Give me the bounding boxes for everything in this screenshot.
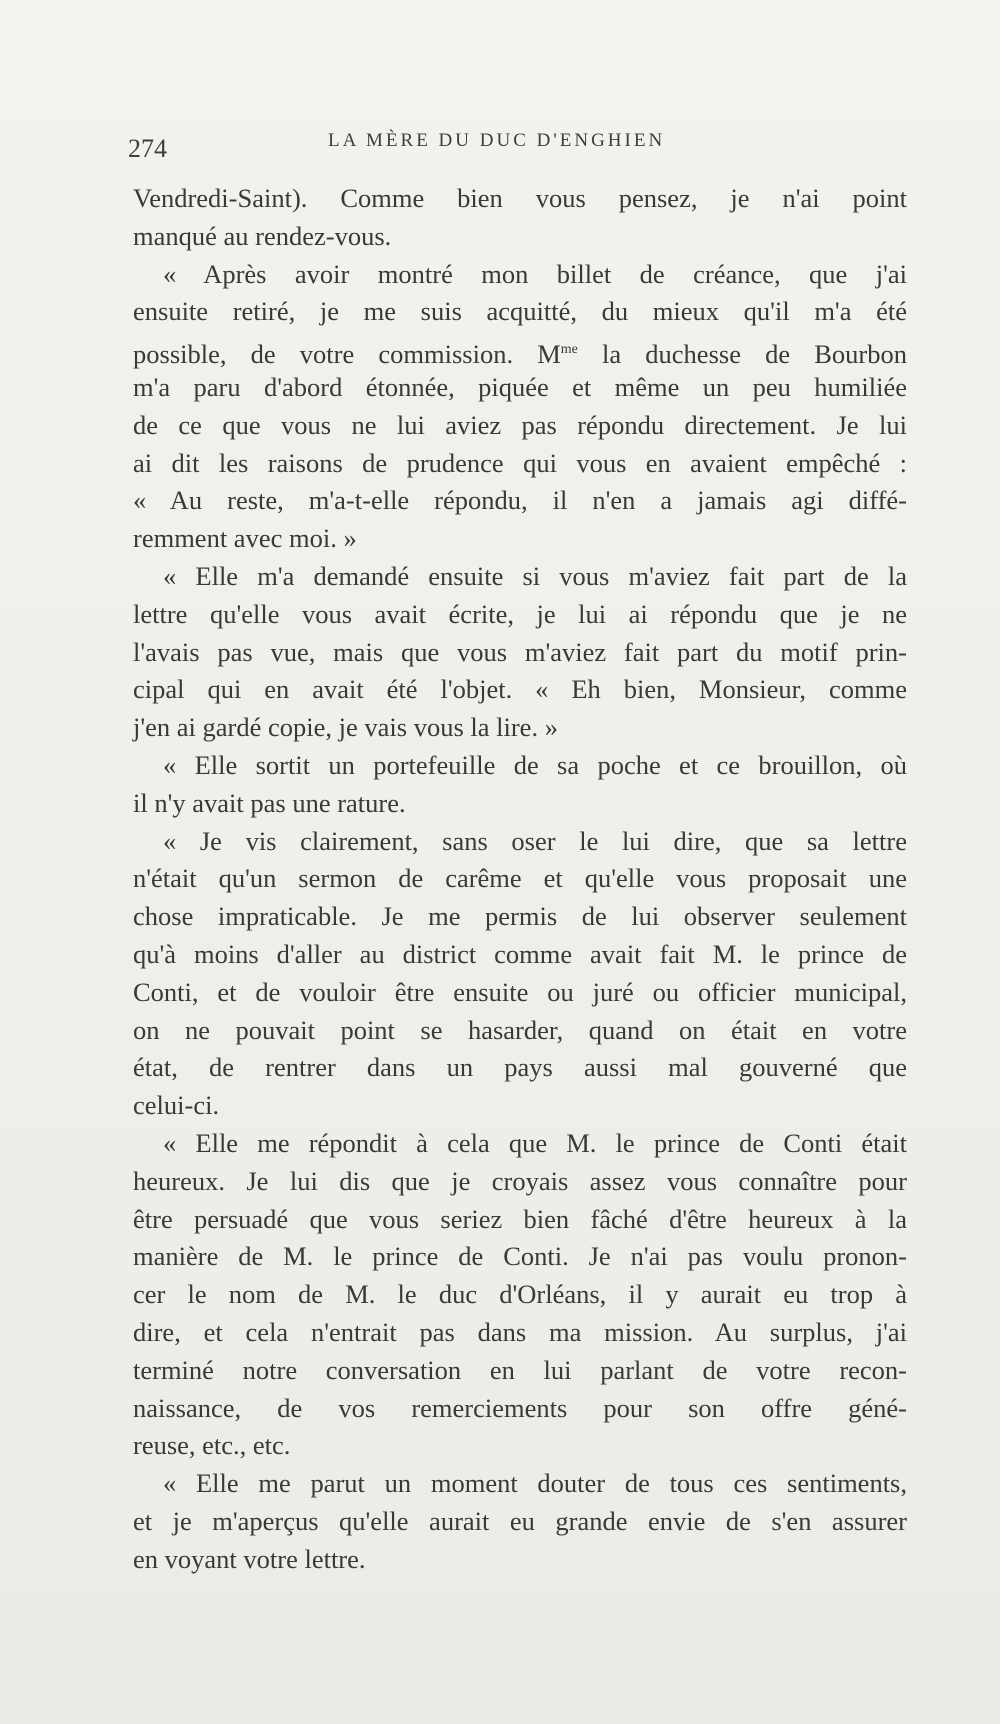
text-line: reuse, etc., etc. bbox=[133, 1430, 291, 1461]
running-head bbox=[128, 128, 868, 168]
text-line: en voyant votre lettre. bbox=[133, 1543, 366, 1574]
text-line: possible, de votre commission. $M^{me}$ la duchesse de Bourbon bbox=[133, 339, 907, 370]
text-line: être persuadé que vous seriez bien fâché d'être heureux à la bbox=[133, 1203, 907, 1234]
text-line: cer le nom de M. le duc d'Orléans, il y aurait eu trop à bbox=[133, 1279, 907, 1310]
text-line: lettre qu'elle vous avait écrite, je lui ai répondu que je ne bbox=[133, 598, 907, 629]
text-line: manière de M. le prince de Conti. Je n'ai pas voulu pronon- bbox=[133, 1241, 907, 1272]
text-line: « Au reste, m'a-t-elle répondu, il n'en a jamais agi diffé- bbox=[133, 485, 907, 516]
text-line: état, de rentrer dans un pays aussi mal gouverné que bbox=[133, 1052, 907, 1083]
text-line: « Elle me parut un moment douter de tous ces sentiments, bbox=[163, 1468, 907, 1499]
paragraph bbox=[133, 256, 907, 558]
text-line: chose impraticable. Je me permis de lui observer seulement bbox=[133, 901, 907, 932]
text-line: qu'à moins d'aller au district comme avait fait M. le prince de bbox=[133, 938, 907, 969]
text-line: « Après avoir montré mon billet de créance, que j'ai bbox=[163, 258, 907, 289]
page-number: 274 bbox=[128, 134, 167, 163]
text-line: n'était qu'un sermon de carême et qu'elle vous proposait une bbox=[133, 863, 907, 894]
body-text bbox=[133, 180, 907, 1578]
text-line: Vendredi-Saint). Comme bien vous pensez, je n'ai point bbox=[133, 183, 907, 213]
text-line: « Elle m'a demandé ensuite si vous m'aviez fait part de la bbox=[163, 560, 907, 591]
paragraph bbox=[133, 823, 907, 1125]
text-line: heureux. Je lui dis que je croyais assez vous connaître pour bbox=[133, 1165, 907, 1196]
text-line: de ce que vous ne lui aviez pas répondu directement. Je lui bbox=[133, 409, 907, 440]
paragraph bbox=[133, 1465, 907, 1578]
text-line: celui-ci. bbox=[133, 1090, 220, 1121]
text-line: j'en ai gardé copie, je vais vous la lire. » bbox=[133, 712, 558, 743]
paragraph bbox=[133, 180, 907, 256]
text-line: l'avais pas vue, mais que vous m'aviez fait part du motif prin- bbox=[133, 636, 907, 667]
text-line: cipal qui en avait été l'objet. « Eh bien, Monsieur, comme bbox=[133, 674, 907, 705]
text-line: remment avec moi. » bbox=[133, 523, 357, 554]
text-line: « Elle me répondit à cela que M. le prince de Conti était bbox=[163, 1127, 907, 1158]
paragraph bbox=[133, 558, 907, 747]
paragraph bbox=[133, 1125, 907, 1465]
running-title: LA MÈRE DU DUC D'ENGHIEN bbox=[328, 130, 666, 151]
text-line: dire, et cela n'entrait pas dans ma mission. Au surplus, j'ai bbox=[133, 1316, 907, 1347]
text-line: Conti, et de vouloir être ensuite ou juré ou officier municipal, bbox=[133, 976, 907, 1007]
text-line: ensuite retiré, je me suis acquitté, du mieux qu'il m'a été bbox=[133, 296, 907, 327]
text-line: ai dit les raisons de prudence qui vous en avaient empêché : bbox=[133, 447, 907, 478]
text-line: terminé notre conversation en lui parlant de votre recon- bbox=[133, 1354, 907, 1385]
text-line: et je m'aperçus qu'elle aurait eu grande envie de s'en assurer bbox=[133, 1505, 907, 1536]
text-line: « Je vis clairement, sans oser le lui dire, que sa lettre bbox=[163, 825, 907, 856]
text-line: « Elle sortit un portefeuille de sa poche et ce brouillon, où bbox=[163, 749, 907, 780]
text-line: manqué au rendez-vous. bbox=[133, 220, 392, 251]
text-line: il n'y avait pas une rature. bbox=[133, 787, 406, 818]
text-line: on ne pouvait point se hasarder, quand on était en votre bbox=[133, 1014, 907, 1045]
paragraph bbox=[133, 747, 907, 823]
text-line: naissance, de vos remerciements pour son offre géné- bbox=[133, 1392, 907, 1423]
text-line: m'a paru d'abord étonnée, piquée et même un peu humiliée bbox=[133, 371, 907, 402]
